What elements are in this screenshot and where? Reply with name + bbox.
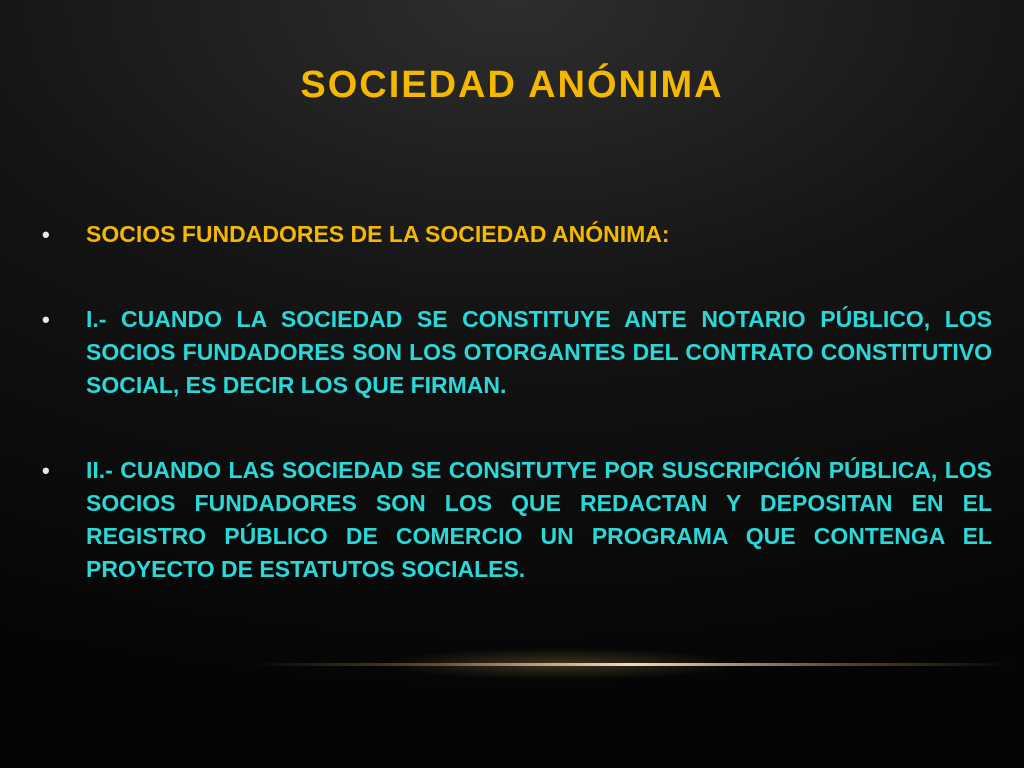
bullet-item-suscripcion <box>40 454 992 586</box>
bullet-item-heading <box>40 218 992 251</box>
slide-title: SOCIEDAD ANÓNIMA <box>300 64 724 106</box>
bullet-text: SOCIOS FUNDADORES DE LA SOCIEDAD ANÓNIMA: <box>86 221 670 247</box>
bullet-dot: • <box>42 458 50 483</box>
bullet-dot: • <box>42 222 50 247</box>
bullet-dot: • <box>42 307 50 332</box>
bullet-item-notario <box>40 303 992 402</box>
bullet-text: I.- CUANDO LA SOCIEDAD SE CONSTITUYE ANTE NOTARIO PÚBLICO, LOS SOCIOS FUNDADORES SON LOS OTORGANTES DEL CONTRATO CONSTITUTIVO SOCIAL, ES DECIR LOS QUE FIRMAN. <box>86 306 992 398</box>
decorative-glow-line <box>250 663 1010 666</box>
bullet-text: II.- CUANDO LAS SOCIEDAD SE CONSITUTYE POR SUSCRIPCIÓN PÚBLICA, LOS SOCIOS FUNDADORES SON LOS QUE REDACTAN Y DEPOSITAN EN EL REGISTRO PÚBLICO DE COMERCIO UN PROGRAMA QUE CONTENGA EL PROYECTO DE ESTATUTOS SOCIALES. <box>86 457 992 582</box>
bullet-list <box>40 218 992 586</box>
